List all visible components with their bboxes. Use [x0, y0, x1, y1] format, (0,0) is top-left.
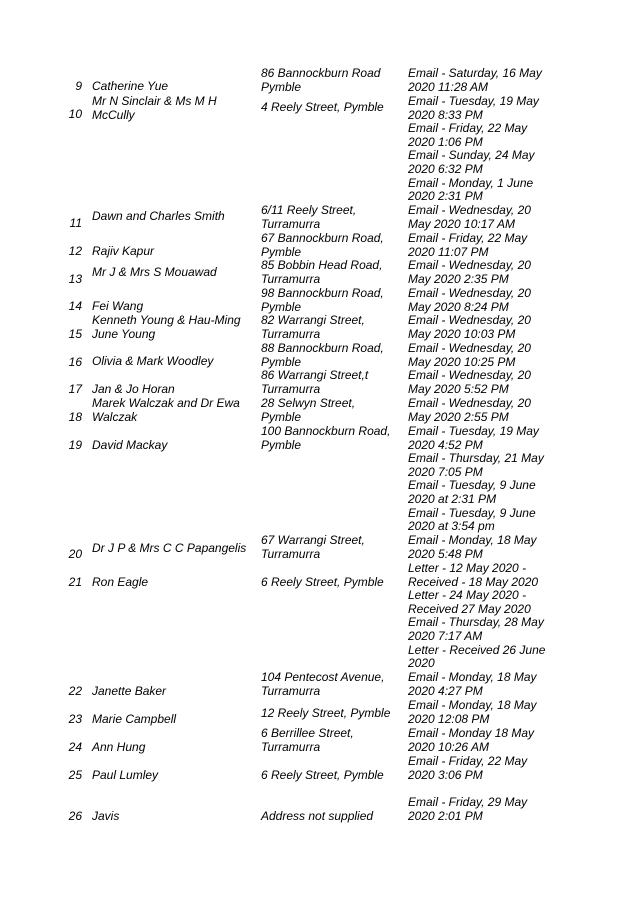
- submission-contact: Email - Wednesday, 20 May 2020 8:24 PM: [408, 286, 531, 314]
- entry-number: 12: [68, 244, 82, 258]
- submitter-address: 98 Bannockburn Road, Pymble: [261, 286, 384, 314]
- submission-contact: Email - Wednesday, 20 May 2020 10:17 AM: [408, 203, 531, 231]
- entry-number: 20: [68, 547, 82, 561]
- submission-contact: Email - Tuesday, 19 May 2020 4:52 PM Email - Thursday, 21 May 2020 7:05 PM Email - Tuesday, 9 June 2020 at 2:31 PM Email - Tuesday, 9 June 2020 at 3:54 pm: [408, 424, 544, 534]
- submitter-name: Fei Wang: [92, 299, 144, 313]
- submitter-address: 6 Reely Street, Pymble: [261, 575, 384, 589]
- submitter-name: Marek Walczak and Dr Ewa Walczak: [92, 396, 240, 424]
- submission-contact: Email - Wednesday, 20 May 2020 2:55 PM: [408, 396, 531, 424]
- submitter-address: 6/11 Reely Street, Turramurra: [261, 203, 357, 231]
- entry-number: 14: [68, 299, 82, 313]
- submission-contact: Email - Friday, 29 May 2020 2:01 PM: [408, 795, 528, 823]
- submission-contact: Email - Monday, 18 May 2020 4:27 PM: [408, 670, 537, 698]
- submission-contact: Email - Friday, 22 May 2020 11:07 PM: [408, 231, 528, 259]
- submitter-address: 86 Bannockburn Road Pymble: [261, 66, 381, 94]
- submitter-name: David Mackay: [92, 438, 168, 452]
- entry-number: 13: [68, 272, 82, 286]
- entry-number: 15: [68, 327, 82, 341]
- submitter-address: 12 Reely Street, Pymble: [261, 706, 391, 720]
- entry-number: 11: [69, 216, 82, 230]
- submitter-name: Ron Eagle: [92, 575, 149, 589]
- entry-number: 24: [68, 740, 82, 754]
- submission-contact: Email - Monday 18 May 2020 10:26 AM: [408, 726, 535, 754]
- entry-number: 23: [68, 712, 82, 726]
- submitter-name: Mr J & Mrs S Mouawad: [92, 265, 217, 279]
- submission-contact: Email - Monday, 18 May 2020 12:08 PM: [408, 698, 537, 726]
- submitter-address: 85 Bobbin Head Road, Turramurra: [261, 258, 383, 286]
- submitter-address: 82 Warrangi Street, Turramurra: [261, 313, 365, 341]
- submission-contact: Email - Monday, 18 May 2020 5:48 PM: [408, 533, 537, 561]
- submitter-address: 4 Reely Street, Pymble: [261, 100, 384, 114]
- entry-number: 16: [68, 355, 82, 369]
- submission-contact: Email - Wednesday, 20 May 2020 2:35 PM: [408, 258, 531, 286]
- submitter-name: Rajiv Kapur: [92, 244, 155, 258]
- entry-number: 19: [68, 438, 82, 452]
- submission-contact: Email - Tuesday, 19 May 2020 8:33 PM Email - Friday, 22 May 2020 1:06 PM Email - Sunday, 24 May 2020 6:32 PM Email - Monday, 1 June 2020 2:31 PM: [408, 94, 539, 204]
- submission-contact: Email - Wednesday, 20 May 2020 10:25 PM: [408, 341, 531, 369]
- submitter-address: 6 Berrillee Street, Turramurra: [261, 726, 354, 754]
- submitter-name: Janette Baker: [92, 684, 167, 698]
- submission-contact: Email - Saturday, 16 May 2020 11:28 AM: [408, 66, 542, 94]
- submitter-name: Dawn and Charles Smith: [92, 209, 225, 223]
- submission-contact: Email - Wednesday, 20 May 2020 5:52 PM: [408, 368, 531, 396]
- submitter-address: 100 Bannockburn Road, Pymble: [261, 424, 391, 452]
- entry-number: 21: [68, 575, 82, 589]
- submitter-name: Kenneth Young & Hau-Ming June Young: [92, 313, 241, 341]
- entry-number: 9: [75, 79, 82, 93]
- entry-number: 25: [68, 768, 82, 782]
- submitter-name: Mr N Sinclair & Ms M H McCully: [92, 94, 217, 122]
- entry-number: 10: [68, 107, 82, 121]
- submitter-address: 6 Reely Street, Pymble: [261, 768, 384, 782]
- submitter-name: Paul Lumley: [92, 768, 159, 782]
- entry-number: 26: [68, 809, 82, 823]
- submitter-address: 104 Pentecost Avenue, Turramurra: [261, 670, 385, 698]
- submission-contact: Email - Wednesday, 20 May 2020 10:03 PM: [408, 313, 531, 341]
- submission-contact: Letter - 12 May 2020 - Received - 18 May 2020 Letter - 24 May 2020 - Received 27 May 2020 Email - Thursday, 28 May 2020 7:17 AM Letter - Received 26 June 2020: [408, 561, 546, 671]
- submitter-name: Ann Hung: [92, 740, 146, 754]
- entry-number: 22: [68, 684, 82, 698]
- entry-number: 17: [68, 382, 82, 396]
- submitter-name: Olivia & Mark Woodley: [92, 354, 214, 368]
- submitter-address: 88 Bannockburn Road, Pymble: [261, 341, 384, 369]
- submitter-address: 67 Warrangi Street, Turramurra: [261, 533, 365, 561]
- submitter-name: Javis: [92, 809, 120, 823]
- submission-contact: Email - Friday, 22 May 2020 3:06 PM: [408, 754, 528, 782]
- submitter-address: 86 Warrangi Street,t Turramurra: [261, 368, 369, 396]
- submitter-name: Marie Campbell: [92, 712, 177, 726]
- submitter-name: Catherine Yue: [92, 79, 169, 93]
- entry-number: 18: [68, 410, 82, 424]
- submitter-address: 67 Bannockburn Road, Pymble: [261, 231, 384, 259]
- submitter-address: 28 Selwyn Street, Pymble: [261, 396, 356, 424]
- submitter-address: Address not supplied: [261, 809, 374, 823]
- submitter-name: Jan & Jo Horan: [92, 382, 175, 396]
- submitter-name: Dr J P & Mrs C C Papangelis: [92, 541, 247, 555]
